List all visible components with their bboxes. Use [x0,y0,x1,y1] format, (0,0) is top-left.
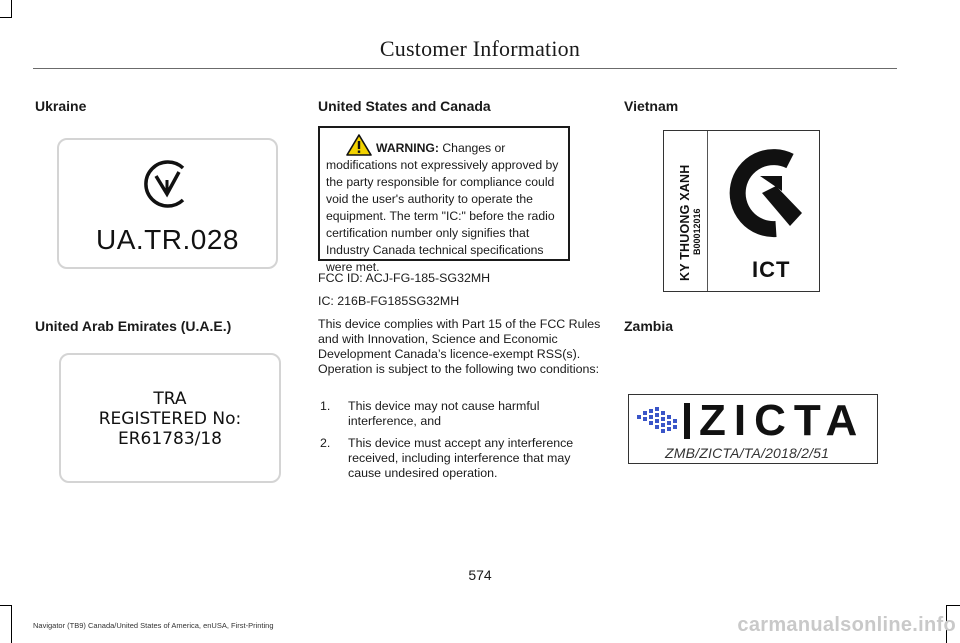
vietnam-vertical-number: B00012016 [692,208,702,255]
list-item-number: 2. [320,436,331,450]
page-title: Customer Information [379,36,581,61]
fcc-id: FCC ID: ACJ-FG-185-SG32MH [318,271,491,285]
ukraine-mark-code: UA.TR.028 [96,224,239,255]
ukraine-heading: Ukraine [35,98,87,114]
crop-mark-bottom-right-h [946,605,960,606]
vietnam-heading: Vietnam [624,98,679,114]
zambia-heading: Zambia [624,318,674,334]
uae-line-2: REGISTERED No: [98,409,242,429]
ukraine-mark-image [57,138,278,269]
zambia-approval-code: ZMB/ZICTA/TA/2018/2/51 [665,445,830,461]
warning-text: Changes or modifications not expressively approved by the party responsible for compliance could void the user's authority to operate the equipment. The term "IC:" before the radio certification number only signifies that Industry Canada technical specifications were met. [326,141,559,274]
list-item-text: This device may not cause harmful interference, and [348,399,540,428]
zicta-emblem-icon [635,401,681,441]
page-number: 574 [468,567,492,583]
vietnam-mark-image [663,130,820,292]
crop-mark-top-left-v [11,0,12,18]
usca-heading: United States and Canada [318,98,491,114]
warning-box [318,126,570,274]
warning-triangle-icon [346,134,372,156]
ukraine-conformity-mark-icon [137,154,197,214]
header-divider [33,68,897,69]
zicta-divider-bar [684,403,690,439]
list-item [318,436,603,481]
warning-label: WARNING: [376,141,439,155]
crop-mark-bottom-left-v [11,605,12,643]
uae-mark-text [61,389,279,449]
compliance-text: This device complies with Part 15 of the FCC Rules and with Innovation, Science and Economic Development Canada’s licence-exempt RSS(s). Operation is subject to the following two conditions: [318,317,601,376]
watermark: carmanualsonline.info [737,614,956,636]
zicta-logo-word: ZICTA [699,396,866,445]
uae-line-1: TRA [153,389,187,409]
list-item-text: This device must accept any interference received, including interference that may cause undesired operation. [348,436,574,480]
ict-logo-icon [720,141,810,246]
zambia-mark-image [628,394,878,464]
crop-mark-bottom-left-h [0,605,12,606]
uae-mark-image [59,353,281,483]
crop-mark-top-left-h [0,17,12,18]
list-item-number: 1. [320,399,331,413]
conditions-list [318,399,603,488]
uae-heading: United Arab Emirates (U.A.E.) [35,318,232,334]
footer-text: Navigator (TB9) Canada/United States of America, enUSA, First-Printing [33,621,274,630]
ic-number: IC: 216B-FG185SG32MH [318,294,460,308]
vietnam-logo-text: ICT [752,257,791,282]
vietnam-divider [707,131,708,291]
list-item [318,399,603,429]
vietnam-vertical-text: KY THUONG XANH [678,164,692,281]
uae-line-3: ER61783/18 [118,429,222,449]
